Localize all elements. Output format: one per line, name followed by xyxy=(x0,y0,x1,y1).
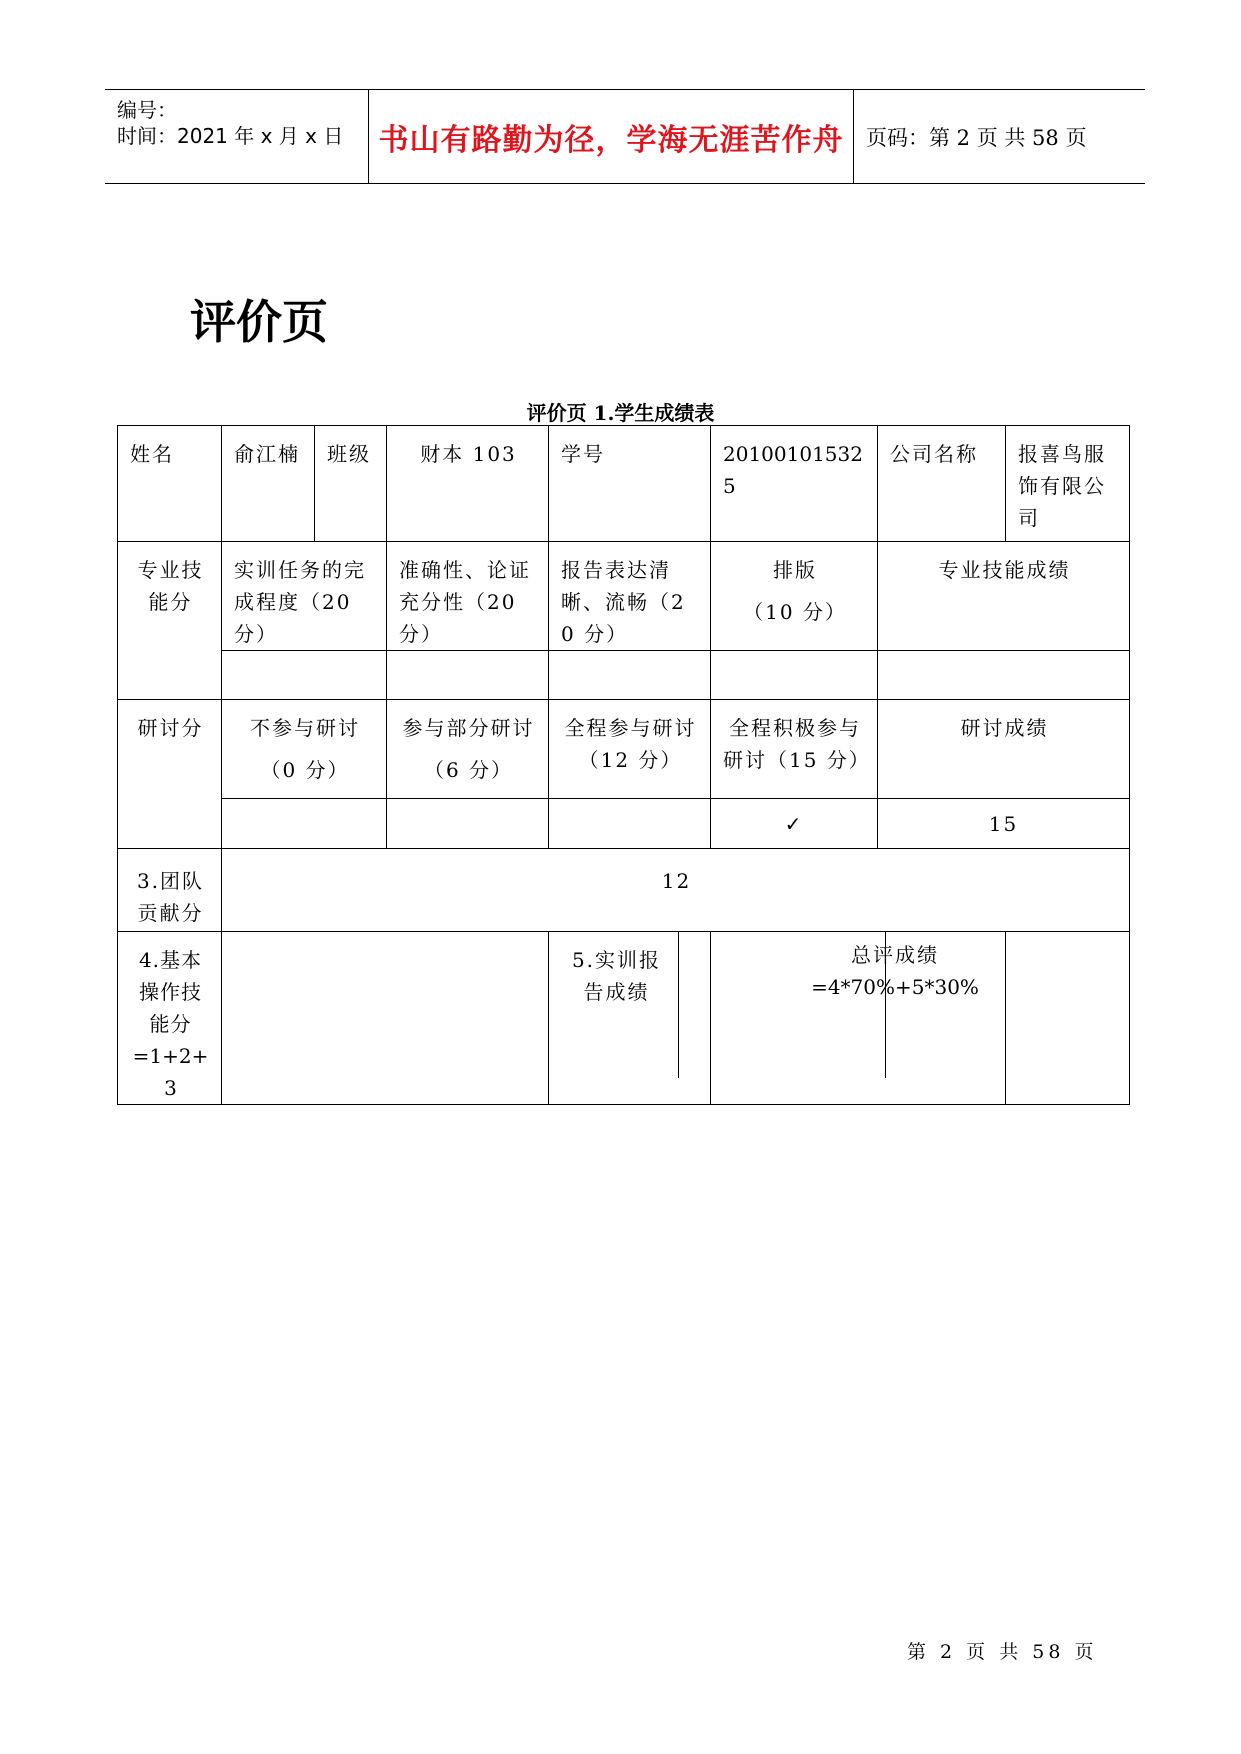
name-value: 俞江楠 xyxy=(222,426,315,542)
header-motto-cell xyxy=(369,90,854,183)
table-caption: 评价页 1.学生成绩表 xyxy=(526,401,715,425)
skill-score-1 xyxy=(222,651,387,700)
discussion-col2-points: （6 分） xyxy=(423,758,514,782)
discussion-col1-points: （0 分） xyxy=(260,758,350,782)
skill-col4 xyxy=(711,542,878,651)
discussion-col2-title: 参与部分研讨 xyxy=(402,716,535,740)
basic-label xyxy=(118,932,222,1105)
table-row xyxy=(118,542,1130,651)
team-score: 12 xyxy=(222,849,1130,932)
basic-label-text: 4.基本操作技能分 xyxy=(138,948,203,1036)
skill-score-4 xyxy=(711,651,878,700)
total-label: 总评成绩 xyxy=(851,943,939,967)
total-formula: =4*70%+5*30% xyxy=(811,975,979,999)
grade-table xyxy=(117,425,1130,1105)
skill-col3: 报告表达清晰、流畅（20 分） xyxy=(549,542,711,651)
discussion-col3: 全程参与研讨（12 分） xyxy=(549,700,711,799)
company-label: 公司名称 xyxy=(878,426,1006,542)
check-mark: ✓ xyxy=(711,799,878,849)
discussion-col2 xyxy=(387,700,549,799)
skill-score-2 xyxy=(387,651,549,700)
table-row xyxy=(118,799,1130,849)
discussion-score-2 xyxy=(387,799,549,849)
class-label: 班级 xyxy=(315,426,387,542)
report-score xyxy=(679,932,710,1078)
header-meta xyxy=(105,90,369,183)
class-value: 财本 103 xyxy=(387,426,549,542)
basic-formula: =1+2+3 xyxy=(132,1044,209,1100)
table-row xyxy=(118,651,1130,700)
page-title: 评价页 xyxy=(190,295,328,349)
discussion-score: 15 xyxy=(878,799,1130,849)
table-row xyxy=(118,849,1130,932)
page-header xyxy=(105,89,1145,184)
basic-score xyxy=(222,932,549,1105)
table-row xyxy=(118,700,1130,799)
skill-col1: 实训任务的完成程度（20 分） xyxy=(222,542,387,651)
skill-col5: 专业技能成绩 xyxy=(878,542,1130,651)
header-page-info-cell xyxy=(854,90,1144,183)
report-cell xyxy=(549,932,711,1105)
discussion-score-1 xyxy=(222,799,387,849)
time-label: 时间：2021 年 x 月 x 日 xyxy=(117,124,344,148)
discussion-col1-title: 不参与研讨 xyxy=(250,716,360,740)
discussion-col4: 全程积极参与研讨（15 分） xyxy=(711,700,878,799)
skill-col4-points: （10 分） xyxy=(743,600,847,624)
discussion-score-3 xyxy=(549,799,711,849)
student-id-value: 201001015325 xyxy=(711,426,878,542)
total-label-block xyxy=(810,939,980,1003)
company-value: 报喜鸟服饰有限公司 xyxy=(1006,426,1130,542)
total-score xyxy=(1006,932,1130,1105)
page-footer: 第 2 页 共 58 页 xyxy=(907,1641,1098,1663)
report-label: 5.实训报告成绩 xyxy=(549,932,679,1078)
skill-col4-title: 排版 xyxy=(773,558,817,582)
skill-label: 专业技能分 xyxy=(118,542,222,700)
team-label: 3.团队贡献分 xyxy=(118,849,222,932)
number-label: 编号： xyxy=(117,98,177,122)
discussion-col5: 研讨成绩 xyxy=(878,700,1130,799)
table-row xyxy=(118,426,1130,542)
discussion-label: 研讨分 xyxy=(118,700,222,849)
discussion-col1 xyxy=(222,700,387,799)
student-id-label: 学号 xyxy=(549,426,711,542)
skill-col2: 准确性、论证充分性（20 分） xyxy=(387,542,549,651)
skill-score-total xyxy=(878,651,1130,700)
name-label: 姓名 xyxy=(118,426,222,542)
skill-score-3 xyxy=(549,651,711,700)
motto-text: 书山有路勤为径，学海无涯苦作舟 xyxy=(378,122,844,158)
page-info: 页码：第 2 页 共 58 页 xyxy=(866,125,1087,150)
